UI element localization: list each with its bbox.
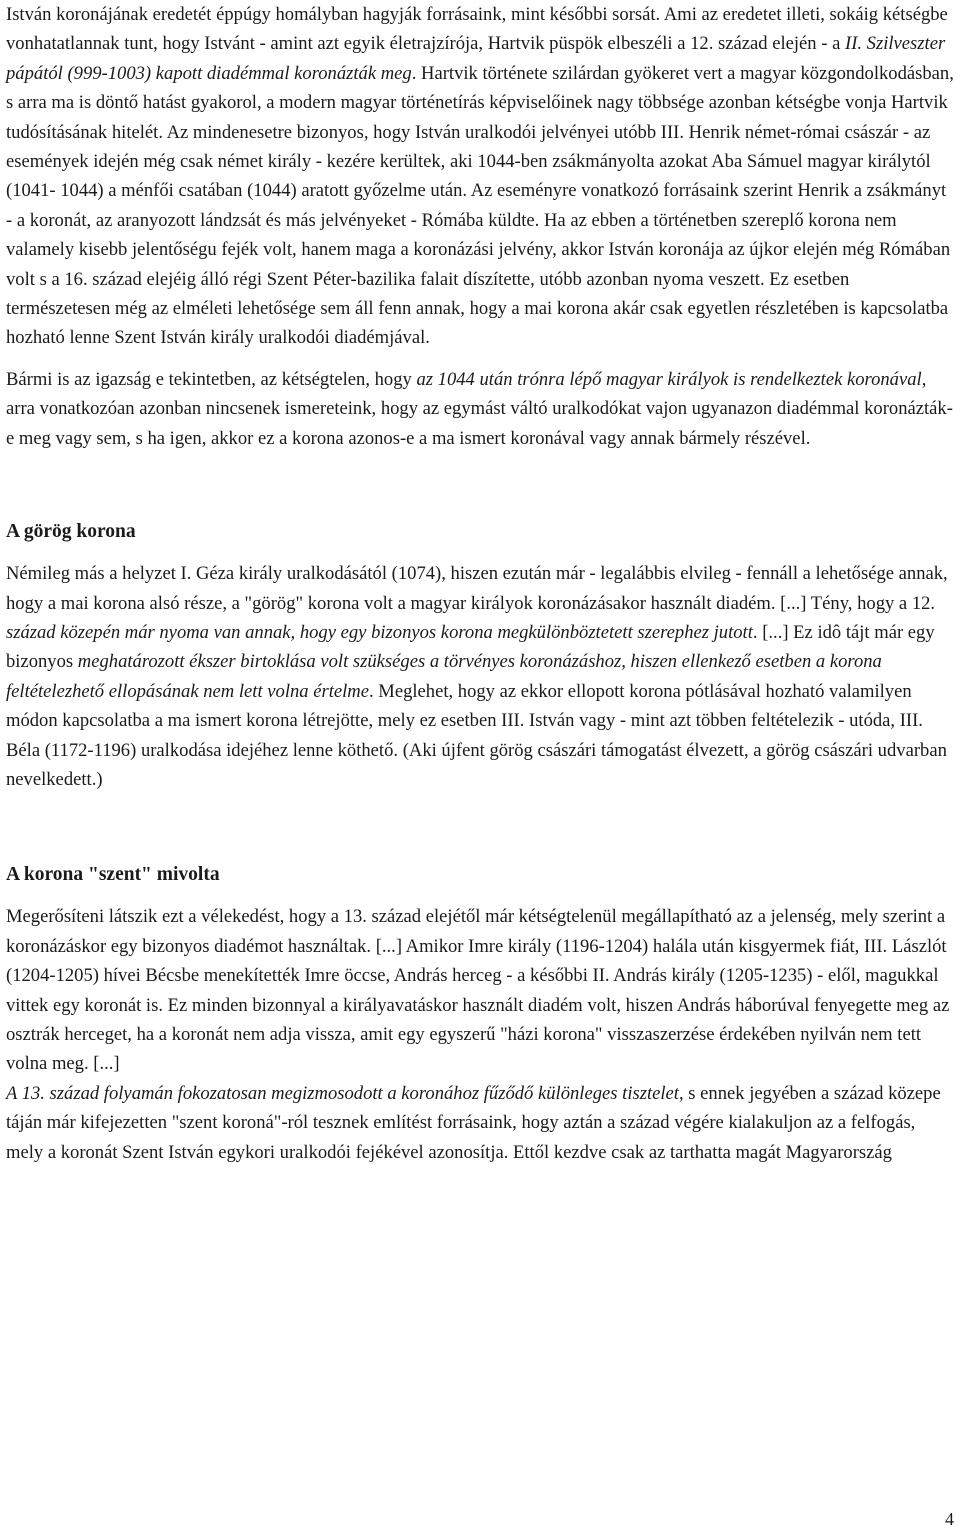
paragraph-origin <box>6 0 954 353</box>
paragraph-holy-crown-1 <box>6 902 954 1078</box>
text-run: . Hartvik története szilárdan gyökeret vert a magyar közgondolkodásban, s arra ma is döntő hatást gyakorol, a modern magyar történetírás képviselőinek nagy többsége azonban kétségbe vonja Hartvik tudósításának hitelét. Az mindenesetre bizonyos, hogy István uralkodói jelvényei utóbb III. Henrik német-római császár - az események idején még csak német király - kezére kerültek, aki 1044-ben zsákmányolta azokat Aba Sámuel magyar királytól (1041- 1044) a ménfői csatában (1044) aratott győzelme után. Az eseményre vonatkozó forrásaink szerint Henrik a zsákmányt - a koronát, az aranyozott lándzsát és más jelvényeket - Rómába küldte. Ha az ebben a történetben szereplő korona nem valamely kisebb jelentőségu fejék volt, hanem maga a koronázási jelvény, akkor István koronája az újkor elején még Rómában volt s a 16. század elejéig álló régi Szent Péter-bazilika falait díszítette, utóbb azonban nyoma veszett. Ez esetben természetesen még az elméleti lehetősége sem áll fenn annak, hogy a mai korona akár csak egyetlen részletében is kapcsolatba hozható lenne Szent István király uralkodói diadémjával. <box>6 62 954 349</box>
paragraph-kings-after-1044 <box>6 365 954 453</box>
text-run: . [...] Ez idô tájt már egy bizonyos <box>6 621 935 673</box>
emphasized-text: az 1044 után trónra lépő magyar királyok is rendelkeztek koronával <box>416 368 922 390</box>
text-run: Megerősíteni látszik ezt a vélekedést, hogy a 13. század elejétől már kétségtelenül megállapítható az a jelenség, mely szerint a koronázáskor egy bizonyos diadémot használtak. [...] Amikor Imre király (1196-1204) halála után kisgyermek fiát, III. Lászlót (1204-1205) hívei Bécsbe menekítették Imre öccse, András herceg - a későbbi II. András király (1205-1235) - elől, magukkal vittek egy koronát is. Ez minden bizonnyal a királyavatáskor használt diadém volt, hiszen András háborúval fenyegette meg az osztrák herceget, ha a koronát nem adja vissza, amit egy egyszerű "házi korona" visszaszerzése érdekében nyilván nem tett volna meg. [...] <box>6 906 950 1075</box>
heading-holy-crown: A korona "szent" mivolta <box>6 864 220 886</box>
paragraph-greek-crown <box>6 559 954 794</box>
text-run: , s ennek jegyében a század közepe táján már kifejezetten "szent koroná"-ról tesznek említést forrásaink, hogy aztán a század végére kialakuljon az a felfogás, mely a koronát Szent István egykori uralkodói fejékével azonosítja. Ettől kezdve csak az tarthatta magát Magyarország <box>6 1082 941 1163</box>
page-number: 4 <box>945 1509 954 1529</box>
emphasized-text: meghatározott ékszer birtoklása volt szükséges a törvényes koronázáshoz, hiszen ellenkező esetben a korona feltételezhető ellopásának nem lett volna értelme <box>6 651 882 702</box>
text-run: . Meglehet, hogy az ekkor ellopott korona pótlásával hozható valamilyen módon kapcsolatba a ma ismert korona létrejötte, mely ez esetben III. István vagy - mint azt többen feltételezik - utóda, III. Béla (1172-1196) uralkodása idejéhez lenne köthető. (Aki újfent görög császári támogatást élvezett, a görög császári udvarban nevelkedett.) <box>6 680 947 790</box>
paragraph-holy-crown-2 <box>6 1079 954 1167</box>
text-run: Bármi is az igazság e tekintetben, az kétségtelen, hogy <box>6 368 417 390</box>
document-page <box>6 0 954 1167</box>
emphasized-text: II. Szilveszter pápától (999-1003) kapott diadémmal koronázták meg <box>6 33 946 84</box>
emphasized-text: század közepén már nyoma van annak, hogy egy bizonyos korona megkülönböztetett szerephez jutott <box>6 621 753 643</box>
emphasized-text: A 13. század folyamán fokozatosan megizmosodott a koronához fűződő különleges tisztelet <box>6 1082 679 1104</box>
heading-greek-crown: A görög korona <box>6 521 136 543</box>
text-run: , arra vonatkozóan azonban nincsenek ismereteink, hogy az egymást váltó uralkodókat vajon ugyanazon diadémmal koronázták-e meg vagy sem, s ha igen, akkor ez a korona azonos-e a ma ismert koronával vagy annak bármely részével. <box>6 368 953 449</box>
text-run: Némileg más a helyzet I. Géza király uralkodásától (1074), hiszen ezután már - legalábbis elvileg - fennáll a lehetősége annak, hogy a mai korona alsó része, a "görög" korona volt a magyar királyok koronázásakor használt diadém. [...] Tény, hogy a 12. <box>6 563 948 614</box>
text-run: István koronájának eredetét éppúgy homályban hagyják forrásaink, mint későbbi sorsát. Ami az eredetet illeti, sokáig kétségbe vonhatatlannak tunt, hogy Istvánt - amint azt egyik életrajzírója, Hartvik püspök elbeszéli a 12. század elején - a <box>6 4 948 55</box>
